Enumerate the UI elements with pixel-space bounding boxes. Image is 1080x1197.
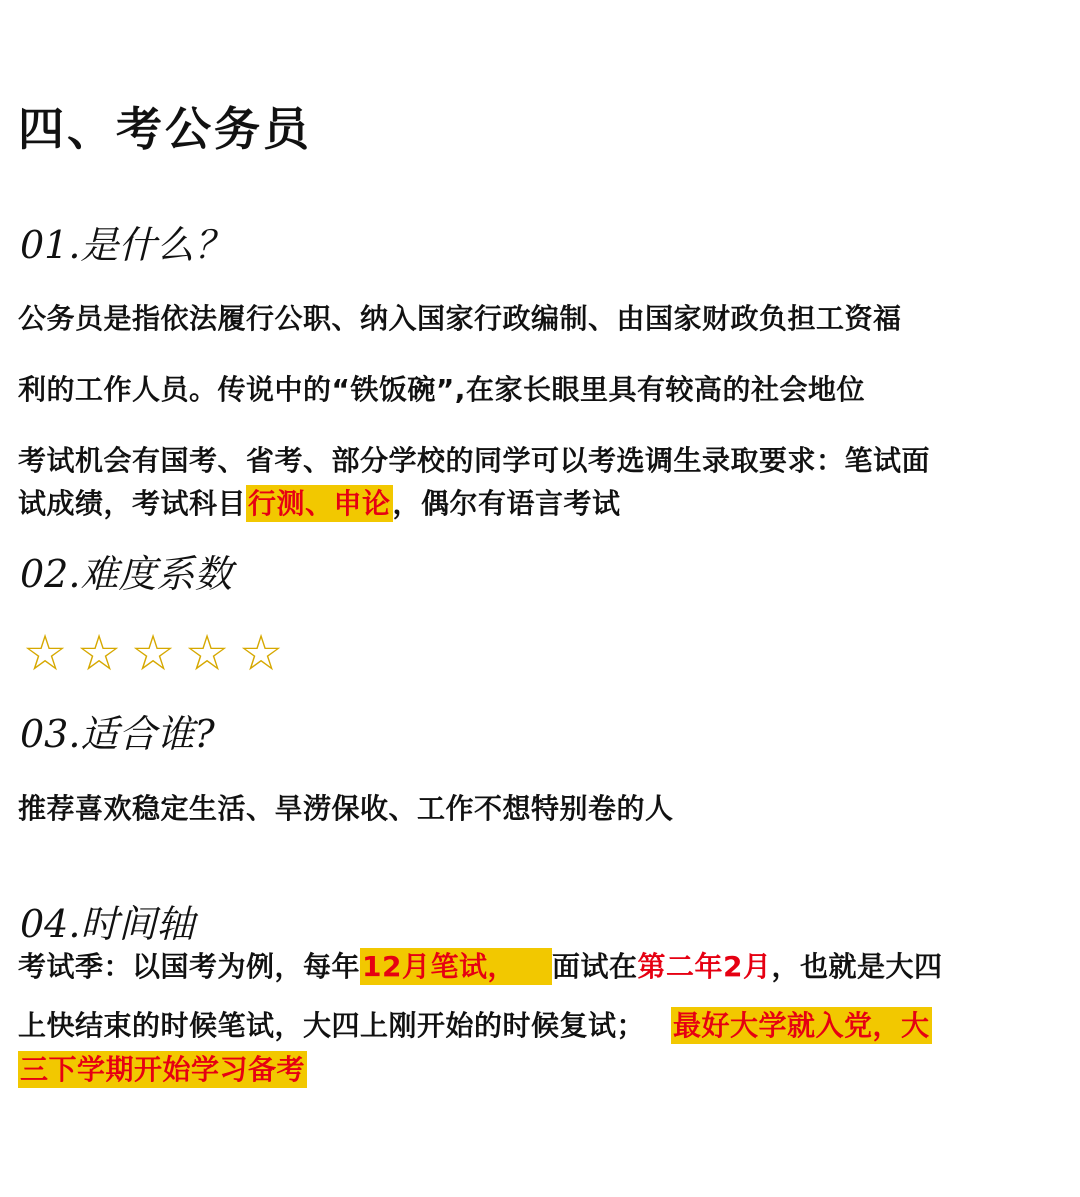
red-interview-date: 第二年2月: [637, 950, 772, 983]
paragraph-line: 利的工作人员。传说中的“铁饭碗”,在家长眼里具有较高的社会地位: [18, 373, 865, 406]
star-icon: ☆: [76, 624, 126, 682]
section-heading-timeline: 04.时间轴: [20, 902, 195, 946]
section-heading-difficulty: 02.难度系数: [20, 552, 233, 596]
exam-subjects-line: [18, 487, 621, 520]
text-segment: 考试季：以国考为例，每年: [18, 950, 361, 983]
text-segment: 上快结束的时候笔试，大四上刚开始的时候复试；: [18, 1009, 646, 1042]
text-segment: 试成绩，考试科目: [18, 487, 247, 520]
page-title: 四、考公务员: [18, 102, 312, 156]
highlight-prep-advice: 三下学期开始学习备考: [20, 1053, 306, 1086]
star-icon: ☆: [130, 624, 180, 682]
text-segment: 面试在: [551, 950, 638, 983]
highlight-subjects: 行测、申论: [248, 487, 391, 520]
timeline-line-1: [18, 950, 943, 983]
text-segment: ，也就是大四: [771, 950, 943, 983]
text-segment: ，偶尔有语言考试: [392, 487, 621, 520]
section-heading-who: 03.适合谁?: [20, 712, 215, 756]
recommendation-text: 推荐喜欢稳定生活、旱涝保收、工作不想特别卷的人: [18, 792, 674, 825]
star-icon: ☆: [22, 624, 72, 682]
timeline-line-3: [18, 1053, 307, 1086]
timeline-line-2: [18, 1009, 932, 1042]
highlight-party-advice: 最好大学就入党，大: [673, 1009, 930, 1042]
paragraph-line: 考试机会有国考、省考、部分学校的同学可以考选调生录取要求：笔试面: [18, 444, 931, 477]
section-heading-what: 01.是什么？: [20, 223, 233, 267]
star-icon: ☆: [238, 624, 288, 682]
difficulty-rating: [20, 624, 290, 682]
star-icon: ☆: [184, 624, 234, 682]
paragraph-line: 公务员是指依法履行公职、纳入国家行政编制、由国家财政负担工资福: [18, 302, 902, 335]
highlight-written-exam: 12月笔试，: [360, 948, 552, 985]
